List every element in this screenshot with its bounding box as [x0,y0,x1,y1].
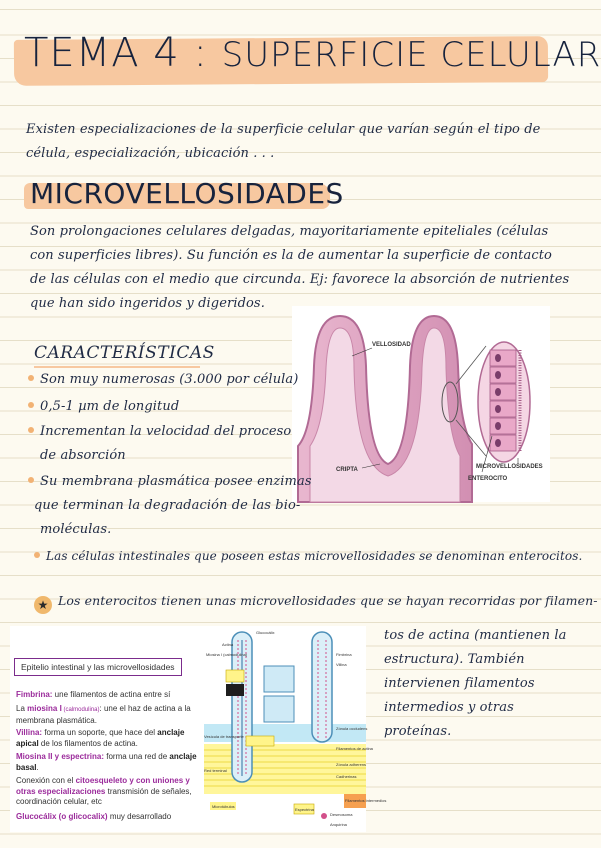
figure2-item: Fimbrina: une filamentos de actina entre sí [16,690,171,699]
bullet-item: 0,5-1 µm de longitud [28,395,179,419]
bullet-item: Incrementan la velocidad del proceso [28,420,291,444]
bullet-dot [34,552,40,558]
title-main: TEMA 4 [24,30,180,76]
bullet-dot [28,402,34,408]
page-title [24,30,601,76]
diagram-label: Microtúbulos [212,804,235,809]
star-icon: ★ [34,596,52,614]
villus-illustration [292,306,550,502]
villus-figure [292,306,550,502]
bullet-dot [28,427,34,433]
figure2-item: Miosina II y espectrina: forma una red de anclaje basal. [16,752,197,772]
diagram-label: Villina [336,662,347,667]
section-heading: MICROVELLOSIDADES [30,177,344,210]
diagram-label: Cadherinas [336,774,357,779]
diagram-label: Anquirina [330,822,347,827]
microvilli-figure [10,626,387,832]
label-enterocito: ENTEROCITO [468,476,508,482]
note-line: Los enterocitos tienen unas microvellosidades que se hayan recorridas por filamen- [58,593,598,608]
figure2-title: Epitelio intestinal y las microvellosidades [14,658,182,676]
figure2-item: La miosina I (calmodulina): une el haz de actina a la membrana plasmática. [16,704,191,725]
label-vellosidad: VELLOSIDAD [372,342,411,348]
bullet-item: Son muy numerosas (3.000 por célula) [28,368,298,392]
note-paragraph: tos de actina (mantienen la estructura). También intervienen filamentos intermedios y otras proteínas. [384,628,567,739]
label-cripta: CRIPTA [336,467,358,473]
bullet-item: Las células intestinales que poseen estas microvellosidades se denominan enterocitos. [34,544,582,568]
bullet-item: Su membrana plasmática posee enzimas [28,470,312,494]
diagram-label: Glucocálix [256,630,275,635]
diagram-label: Red terminal [204,768,227,773]
figure2-item: Villina: forma un soporte, que hace del anclaje apical de los filamentos de actina. [16,728,185,748]
diagram-label: Zónula occludens [336,726,368,731]
intro-text: Existen especializaciones de la superficie celular que varían según el tipo de célula, especialización, ubicación . . . [26,122,541,161]
characteristics-heading: CARACTERÍSTICAS [34,343,215,363]
diagram-label: Fimbrina [336,652,352,657]
bullet-continuation: moléculas. [40,522,112,537]
figure2-item: Conexión con el citoesqueleto y con uniones y otras especializaciones transmisión de señales, coordinación celular, etc [16,776,192,806]
section-paragraph: Son prolongaciones celulares delgadas, mayoritariamente epiteliales (células con superficies libres). Su función es la de aumentar la superficie de contacto de las células con el medio que circunda. Ej: favorece la absorción de nutrientes que han sido ingeridos y digeridos. [30,224,570,311]
bullet-dot [28,375,34,381]
title-separator: : [193,30,208,76]
diagram-label: Espectrina [295,807,314,812]
diagram-label: Zónula adherens [336,762,367,767]
diagram-label: Vesícula de transporte [204,734,244,739]
diagram-label: Filamentos de actina [336,746,373,751]
bullet-continuation: de absorción [40,448,126,463]
bullet-continuation: que terminan la degradación de las bio- [34,498,301,513]
title-sub: SUPERFICIE CELULAR [221,35,601,75]
diagram-label: Miosina I (calmodulina) [206,652,248,657]
diagram-label: Filamentos intermedios [345,798,387,803]
microvilli-diagram [204,626,387,832]
figure2-item: Glucocálix (o glicocalix) muy desarrollado [16,812,172,821]
bullet-dot [28,477,34,483]
diagram-label: Actina [222,642,234,647]
diagram-label: Desmosoma [330,812,353,817]
label-microvellosidades: MICROVELLOSIDADES [476,464,543,470]
